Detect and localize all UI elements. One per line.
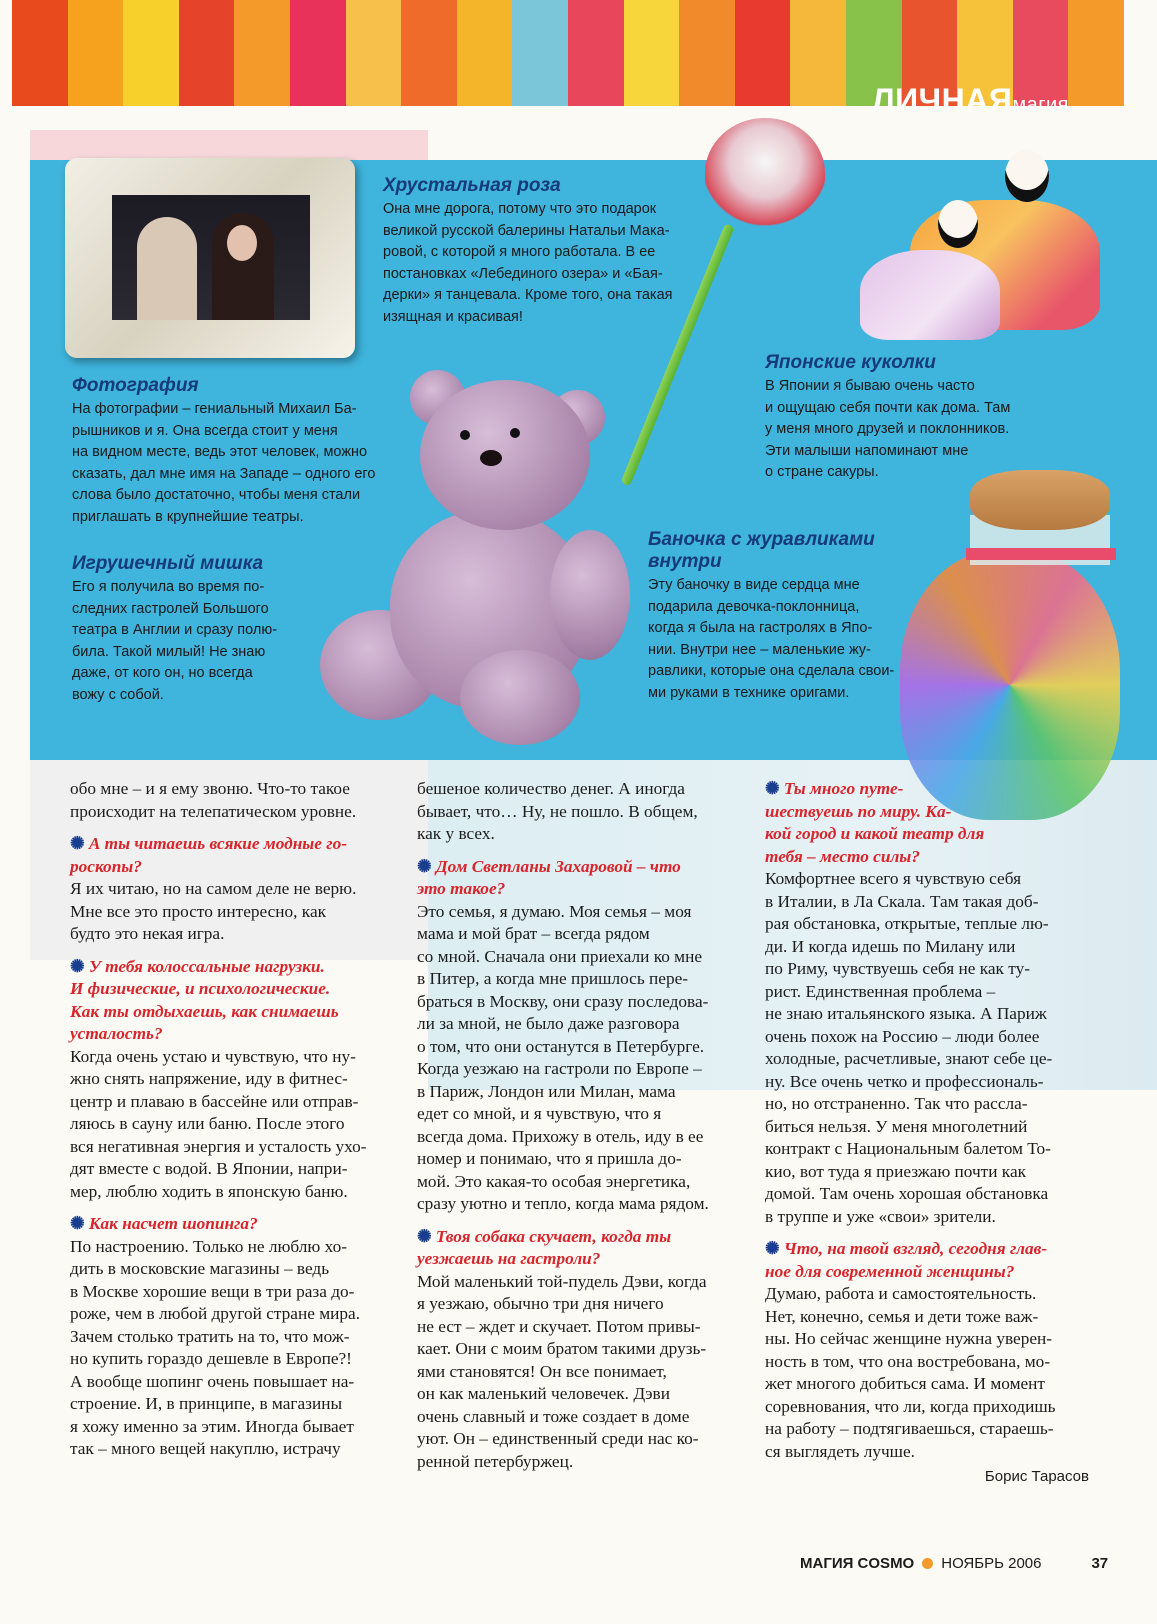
paragraph-gap [70,946,400,956]
answer-line: мой. Это какая-то особая энергетика, [417,1171,691,1191]
stripe [457,0,513,106]
text-line: о стране сакуры. [765,464,879,480]
text-line: рышников и я. Она всегда стоит у меня [72,422,338,439]
stripe [123,0,179,106]
text-line: В Японии я бываю очень часто [765,378,975,394]
text-line: когда я была на гастролях в Япо- [648,620,873,636]
text-line: Она мне дорога, потому что это подарок [383,201,657,217]
text-line: На фотографии – гениальный Михаил Ба- [72,401,357,417]
text-line: подарила девочка-поклонница, [648,598,860,615]
text-line: слова было достаточно, чтобы меня стали [72,487,361,503]
stripe [401,0,457,106]
doll-head [1005,150,1049,202]
answer-line: А вообще шопинг очень повышает на- [70,1371,355,1391]
answer-line: будто это некая игра. [70,924,225,943]
interview-question: ✺ Ты много путе- [765,778,1095,801]
caption-dolls-text [765,376,1065,484]
answer-line: Комфортнее всего я чувствую себя [765,869,1022,888]
interview-question-cont: кой город и какой театр для [765,824,985,843]
section-label-big: ЛИЧНАЯ [872,82,1013,118]
interview-question-cont: Как ты отдыхаешь, как снимаешь [70,1001,339,1021]
answer-line: дят вместе с водой. В Японии, напри- [70,1159,348,1178]
interview-question-cont: тебя – место силы? [765,846,920,866]
answer-line: мама и мой брат – всегда рядом [417,924,650,943]
section-label [872,82,1069,119]
answer-line: о том, что они останутся в Петербурге. [417,1036,705,1056]
text-line: дерки» я танцевала. Кроме того, она такая [383,287,673,303]
paragraph-gap [417,1216,747,1226]
bear-arm [550,530,630,660]
photo-person-face [227,225,257,261]
paragraph-gap [765,1228,1095,1238]
stripe [12,0,68,106]
text-line: вожу с собой. [72,686,164,703]
paragraph-gap [70,823,400,833]
caption-photo-title: Фотография [72,375,199,396]
interview-question: ✺ Дом Светланы Захаровой – что [417,856,747,879]
answer-line: Мой маленький той-пудель Дэви, когда [417,1271,707,1291]
stripe [568,0,624,106]
answer-line: По настроению. Только не люблю хо- [70,1236,348,1256]
answer-line: в труппе и уже «свои» зрители. [765,1206,996,1226]
photo-person-man [137,217,197,320]
answer-line: Нет, конечно, семья и дети тоже важ- [765,1306,1039,1326]
pink-band [30,130,428,160]
answer-line: жет многого добиться сама. И момент [765,1374,1045,1393]
caption-dolls [765,352,1065,484]
answer-line: но купить гораздо дешевле в Европе?! [70,1349,352,1368]
text-line: и ощущаю себя почти как дома. Там [765,399,1011,416]
text-line: у меня много друзей и поклонников. [765,421,1010,437]
section-label-small: магия [1012,94,1069,116]
answer-line: ность в том, что она востребована, мо- [765,1351,1051,1371]
answer-line: Думаю, работа и самостоятельность. [765,1284,1037,1303]
text-line: Эти малыши напоминают мне [765,442,969,459]
answer-line: биться нельзя. У меня многолетний [765,1116,1028,1136]
text-line: театра в Англии и сразу полю- [72,622,278,638]
answer-line: очень славный и тоже создает в доме [417,1406,690,1426]
answer-line: роже, чем в любой другой стране мира. [70,1304,361,1323]
interview-question: ✺ Твоя собака скучает, когда ты [417,1226,747,1249]
answer-line: в Италии, в Ла Скала. Там такая доб- [765,891,1039,911]
answer-line: ну. Все очень четко и профессиональ- [765,1071,1044,1091]
answer-line: я уезжаю, обычно три дня ничего [417,1294,664,1313]
answer-line: ли за мной, не было даже разговора [417,1014,680,1033]
answer-line: происходит на телепатическом уровне. [70,801,357,821]
text-line: приглашать в крупнейшие театры. [72,508,304,525]
answer-line: домой. Там очень хорошая обстановка [765,1184,1049,1203]
caption-photo [72,375,422,528]
article-column-1 [70,778,400,1461]
stripe [624,0,680,106]
caption-bear-title: Игрушечный мишка [72,553,264,574]
text-line: ми руками в технике оригами. [648,684,850,701]
answer-line: ся выглядеть лучше. [765,1441,915,1461]
text-line: внутри [648,551,722,572]
stripe [679,0,735,106]
text-line: даже, от кого он, но всегда [72,665,253,681]
answer-line: в Питер, а когда мне пришлось пере- [417,969,689,988]
japanese-dolls-image [860,140,1120,340]
jar-ribbon [966,548,1116,560]
bear-nose [480,450,502,466]
article-column-3 [765,778,1095,1463]
answer-line: но, но отстраненно. Так что рассла- [765,1094,1028,1113]
answer-line: кает. Они с моим братом такими друзь- [417,1339,707,1358]
answer-line: Я их читаю, но на самом деле не верю. [70,879,357,898]
bear-eye [460,430,470,440]
caption-bear-text [72,577,312,706]
answer-line: вся негативная энергия и усталость ухо- [70,1136,367,1156]
text-line: била. Такой милый! Не знаю [72,643,266,660]
answer-line: не знаю итальянского языка. А Париж [765,1004,1047,1023]
text-line: Эту баночку в виде сердца мне [648,577,860,593]
answer-line: очень похож на Россию – люди более [765,1026,1040,1046]
interview-question: ✺ У тебя колоссальные нагрузки. [70,956,400,979]
answer-line: в Москве хорошие вещи в три раза до- [70,1281,355,1301]
caption-jar-title [648,529,918,573]
answer-line: бывает, что… Ну, не пошло. В общем, [417,801,698,821]
answer-line: обо мне – и я ему звоню. Что-то такое [70,779,350,798]
paragraph-gap [70,1203,400,1213]
interview-question: ✺ Как насчет шопинга? [70,1213,400,1236]
answer-line: соревнования, что ли, когда приходишь [765,1396,1056,1416]
answer-line: жно снять напряжение, иду в фитнес- [70,1069,348,1088]
answer-line: я хожу именно за этим. Иногда бывает [70,1416,354,1436]
answer-line: бешеное количество денег. А иногда [417,779,685,798]
stripe [290,0,346,106]
answer-line: номер и понимаю, что я пришла до- [417,1149,682,1168]
answer-line: как у всех. [417,824,495,843]
answer-line: центр и плаваю в бассейне или отправ- [70,1091,359,1111]
bear-leg [460,650,580,745]
text-line: равлики, которые она сделала свои- [648,663,895,679]
doll-kimono-lilac [860,250,1000,340]
footer-dot-icon [922,1558,933,1569]
page-number: 37 [1091,1555,1109,1572]
interview-question-cont: И физические, и психологические. [70,979,331,998]
answer-line: так – много вещей накуплю, истрачу [70,1439,341,1458]
text-line: на видном месте, ведь этот человек, можно [72,444,368,460]
text-line: сказать, дал мне имя на Западе – одного его [72,465,376,482]
stripe [234,0,290,106]
answer-line: Мне все это просто интересно, как [70,901,327,921]
answer-line: Когда уезжаю на гастроли по Европе – [417,1059,702,1078]
answer-line: сразу уютно и тепло, когда мама рядом. [417,1194,709,1213]
answer-line: рая обстановка, открытые, теплые лю- [765,914,1049,933]
caption-jar-text [648,575,918,704]
stripe [790,0,846,106]
answer-line: он как маленький человечек. Дэви [417,1384,670,1403]
answer-line: мер, люблю ходить в японскую баню. [70,1181,348,1201]
caption-dolls-title: Японские куколки [765,352,936,373]
answer-line: кио, вот туда я приезжаю почти как [765,1161,1027,1181]
caption-rose-title: Хрустальная роза [383,175,561,196]
caption-photo-text [72,399,422,528]
page-footer [800,1555,1108,1572]
text-line: следних гастролей Большого [72,600,269,617]
answer-line: уют. Он – единственный среди нас ко- [417,1429,699,1448]
magazine-name: МАГИЯ COSMO [800,1555,915,1572]
doll-head [938,200,978,248]
answer-line: не ест – ждет и скучает. Потом привы- [417,1316,701,1336]
caption-rose-text [383,199,713,328]
stripe [179,0,235,106]
interview-question-cont: это такое? [417,879,506,898]
answer-line: Зачем столько тратить на то, что мож- [70,1326,350,1346]
framed-photo [112,195,310,320]
caption-rose [383,175,713,328]
answer-line: холодные, расчетливые, знают себе це- [765,1049,1053,1068]
caption-bear [72,553,312,706]
answer-line: Когда очень устаю и чувствую, что ну- [70,1046,356,1066]
interview-question: ✺ Что, на твой взгляд, сегодня глав- [765,1238,1095,1261]
answer-line: рист. Единственная проблема – [765,981,996,1001]
answer-line: со мной. Сначала они приехали ко мне [417,946,703,966]
answer-line: ны. Но сейчас женщине нужна уверен- [765,1329,1053,1348]
interview-question: ✺ А ты читаешь всякие модные го- [70,833,400,856]
interview-question-cont: ное для современной женщины? [765,1261,1015,1281]
answer-line: дить в московские магазины – ведь [70,1259,330,1278]
text-line: изящная и красивая! [383,308,523,325]
stripe [68,0,124,106]
answer-line: браться в Москву, они сразу последова- [417,991,709,1011]
text-line: ровой, с которой я много работала. В ее [383,244,656,260]
answer-line: строение. И, в принципе, в магазины [70,1394,343,1413]
bear-head [420,380,590,530]
answer-line: на работу – подтягиваешься, стараешь- [765,1419,1054,1438]
answer-line: всегда дома. Прихожу в отель, иду в ее [417,1126,704,1146]
text-line: великой русской балерины Натальи Мака- [383,222,670,239]
text-line: Баночка с журавликами [648,529,875,550]
answer-line: ренной петербуржец. [417,1451,574,1471]
paragraph-gap [417,846,747,856]
answer-line: ди. И когда идешь по Милану или [765,936,1016,956]
article-column-2 [417,778,747,1473]
issue-date: НОЯБРЬ 2006 [941,1555,1042,1572]
stripe [735,0,791,106]
text-line: постановках «Лебединого озера» и «Бая- [383,265,663,282]
answer-line: ляюсь в сауну или баню. После этого [70,1114,345,1133]
stripe [512,0,568,106]
interview-question-cont: усталость? [70,1024,163,1043]
answer-line: по Риму, чувствуешь себя не как ту- [765,959,1030,978]
crane-jar-image [900,470,1120,830]
bear-eye [510,428,520,438]
caption-jar [648,529,918,704]
answer-line: контракт с Национальным балетом То- [765,1139,1051,1158]
answer-line: едет со мной, и я чувствую, что я [417,1104,662,1123]
answer-line: в Париж, Лондон или Милан, мама [417,1081,676,1101]
crystal-rose-image [705,118,825,228]
interview-question-cont: уезжаешь на гастроли? [417,1249,601,1268]
text-line: Его я получила во время по- [72,579,265,595]
interview-question-cont: роскопы? [70,856,142,876]
author-byline: Борис Тарасов [984,1468,1089,1485]
stripe [1068,0,1124,106]
text-line: нии. Внутри нее – маленькие жу- [648,641,871,658]
answer-line: Это семья, я думаю. Моя семья – моя [417,901,692,921]
stripe [346,0,402,106]
interview-question-cont: шествуешь по миру. Ка- [765,801,952,821]
answer-line: ями становятся! Он все понимает, [417,1361,667,1381]
